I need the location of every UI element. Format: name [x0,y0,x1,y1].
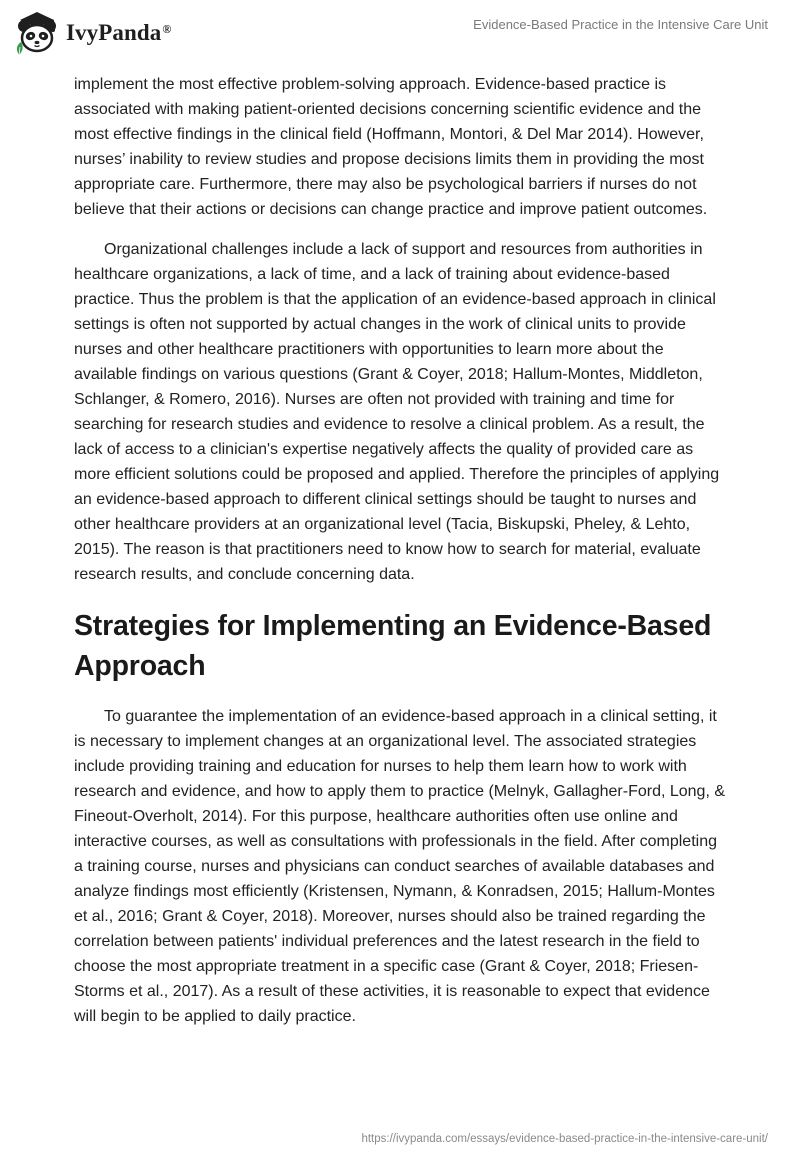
section-heading: Strategies for Implementing an Evidence-Based Approach [74,610,712,682]
brand-text: IvyPanda [66,20,162,45]
paragraph-2: Organizational challenges include a lack of support and resources from authorities in healthcare organizations, a lack of time, and a lack of training about evidence-based practice. Thus the problem is that the application of an evidence-based approach in clinical settings is often not supported by actual changes in the work of clinical units to provide nurses and other healthcare practitioners with opportunities to learn more about the available findings on various questions (Grant & Coyer, 2018; Hallum-Montes, Middleton, Schlanger, & Romero, 2016). Nurses are often not provided with training and time for searching for research studies and evidence to resolve a clinical problem. As a result, the lack of access to a clinician's expertise negatively affects the quality of provided care as more efficient solutions could be proposed and applied. Therefore the principles of applying an evidence-based approach to different clinical settings should be taught to nurses and other healthcare providers at an organizational level (Tacia, Biskupski, Pheley, & Lehto, 2015). The reason is that practitioners need to know how to search for material, evaluate research results, and conclude concerning data. [74,241,720,583]
page-header [0,0,800,70]
article-body [74,72,726,1029]
paragraph-1: implement the most effective problem-solving approach. Evidence-based practice is associated with making patient-oriented decisions concerning scientific evidence and the most effective findings in the clinical field (Hoffmann, Montori, & Del Mar 2014). However, nurses’ inability to review studies and propose decisions limits them in providing the most appropriate care. Furthermore, there may also be psychological barriers if nurses do not believe that their actions or decisions can change practice and improve patient outcomes. [74,76,708,218]
brand-name [66,20,171,46]
ivypanda-logo[interactable] [12,8,171,58]
source-url[interactable]: https://ivypanda.com/essays/evidence-based-practice-in-the-intensive-care-unit/ [361,1133,768,1145]
panda-logo-icon [12,9,62,57]
document-title: Evidence-Based Practice in the Intensive Care Unit [473,17,768,32]
registered-mark: ® [162,22,172,36]
paragraph-3: To guarantee the implementation of an evidence-based approach in a clinical setting, it is necessary to implement changes at an organizational level. The associated strategies include providing training and education for nurses to help them learn how to work with research and evidence, and how to apply them to practice (Melnyk, Gallagher-Ford, Long, & Fineout-Overholt, 2014). For this purpose, healthcare authorities often use online and interactive courses, as well as consultations with professionals in the field. After completing a training course, nurses and physicians can conduct searches of available databases and analyze findings most efficiently (Kristensen, Nymann, & Konradsen, 2015; Hallum-Montes et al., 2016; Grant & Coyer, 2018). Moreover, nurses should also be trained regarding the correlation between patients' individual preferences and the latest research in the field to choose the most appropriate treatment in a specific case (Grant & Coyer, 2018; Friesen-Storms et al., 2017). As a result of these activities, it is reasonable to expect that evidence will begin to be applied to daily practice. [74,708,726,1025]
